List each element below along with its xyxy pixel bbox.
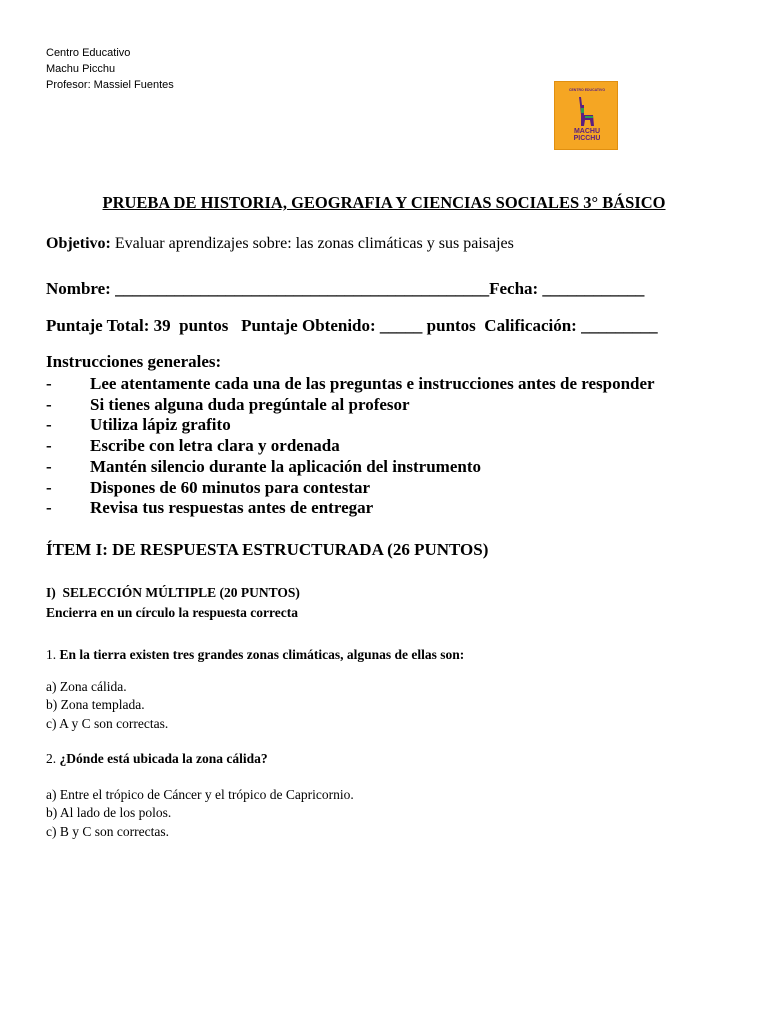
question-2 xyxy=(46,751,268,767)
instructions-list xyxy=(46,374,655,519)
exam-title: PRUEBA DE HISTORIA, GEOGRAFIA Y CIENCIAS SOCIALES 3° BÁSICO xyxy=(102,193,666,212)
school-name-line-2: Machu Picchu xyxy=(46,63,116,75)
question-number: 1. xyxy=(46,647,60,662)
section-title: I) SELECCIÓN MÚLTIPLE (20 PUNTOS) xyxy=(46,585,300,600)
school-name-line: Centro Educativo xyxy=(46,47,131,59)
instruction-item: - Si tienes alguna duda pregúntale al profesor xyxy=(46,394,410,414)
name-date-fields: Nombre: ____________________________________________Fecha: ____________ xyxy=(46,279,645,298)
question-text: En la tierra existen tres grandes zonas climáticas, algunas de ellas son: xyxy=(59,647,465,662)
instructions-title: Instrucciones generales: xyxy=(46,352,222,371)
instruction-item: - Revisa tus respuestas antes de entregar xyxy=(46,498,374,518)
question-1 xyxy=(46,647,464,663)
instruction-item: - Dispones de 60 minutos para contestar xyxy=(46,477,371,497)
question-number: 2. xyxy=(46,751,60,766)
item-title: ÍTEM I: DE RESPUESTA ESTRUCTURADA (26 PUNTOS) xyxy=(46,540,489,559)
instruction-item: - Mantén silencio durante la aplicación del instrumento xyxy=(46,456,481,476)
question-1-options xyxy=(46,678,168,733)
teacher-line: Profesor: Massiel Fuentes xyxy=(46,79,174,91)
question-text: ¿Dónde está ubicada la zona cálida? xyxy=(59,751,268,766)
answer-option: a) Zona cálida. xyxy=(46,679,127,694)
objective-text: Evaluar aprendizajes sobre: las zonas climáticas y sus paisajes xyxy=(110,235,514,252)
school-logo xyxy=(554,81,618,150)
instruction-item: - Utiliza lápiz grafito xyxy=(46,415,231,435)
section-instruction: Encierra en un círculo la respuesta correcta xyxy=(46,605,298,620)
objective xyxy=(46,235,514,253)
school-header xyxy=(46,45,174,93)
answer-option: b) Zona templada. xyxy=(46,697,145,713)
answer-option: c) A y C son correctas. xyxy=(46,715,169,731)
answer-option: a) Entre el trópico de Cáncer y el trópico de Capricornio. xyxy=(46,787,354,802)
logo-name: MACHU PICCHU xyxy=(573,128,601,142)
llama-icon xyxy=(575,95,599,127)
answer-option: b) Al lado de los polos. xyxy=(46,805,172,821)
instruction-item: - Escribe con letra clara y ordenada xyxy=(46,436,340,456)
objective-label: Objetivo: xyxy=(46,235,111,252)
answer-option: c) B y C son correctas. xyxy=(46,823,169,839)
question-2-options xyxy=(46,786,354,841)
score-fields: Puntaje Total: 39 puntos Puntaje Obtenido: _____ puntos Calificación: _________ xyxy=(46,316,658,335)
logo-top-text: CENTRO EDUCATIVO xyxy=(568,88,606,92)
instruction-item: - Lee atentamente cada una de las preguntas e instrucciones antes de responder xyxy=(46,374,655,393)
